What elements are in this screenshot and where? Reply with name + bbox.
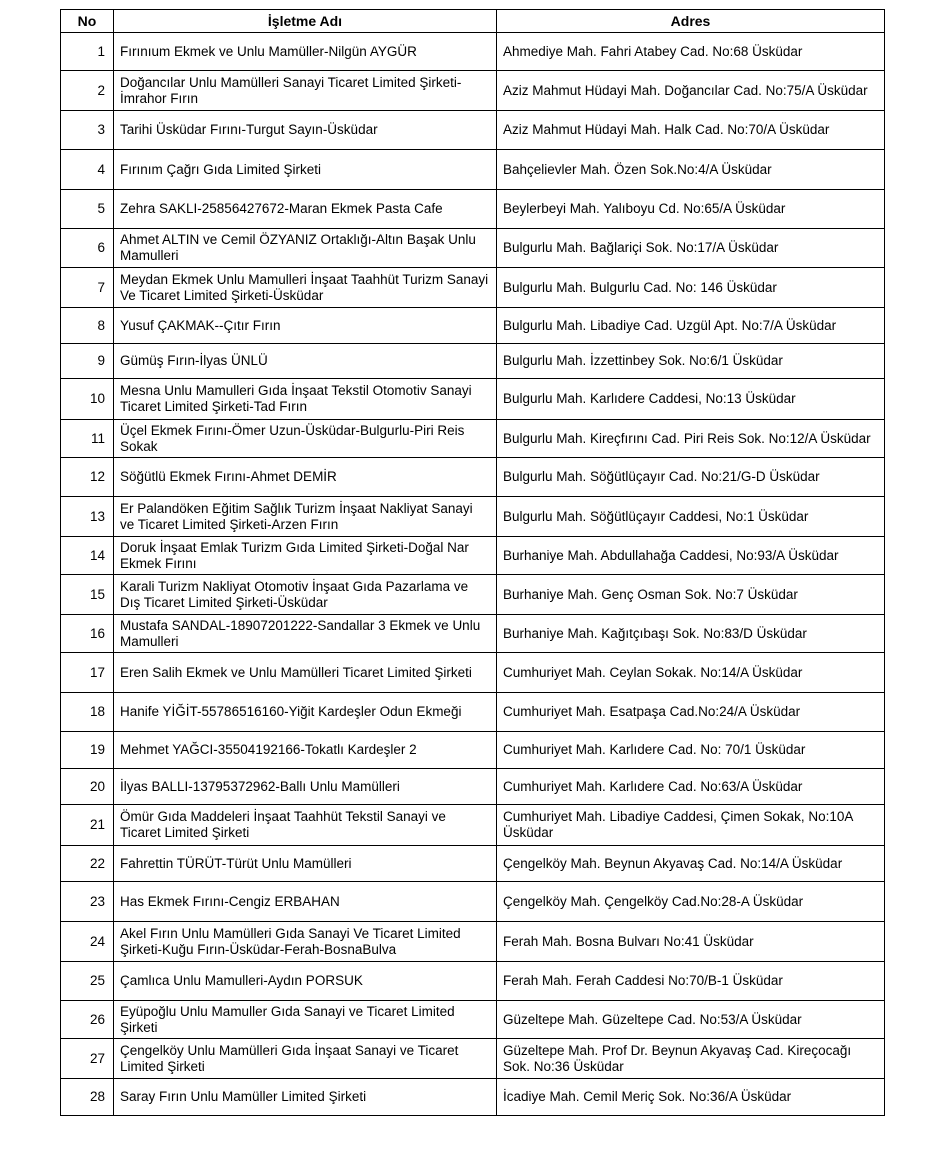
- business-name: Ömür Gıda Maddeleri İnşaat Taahhüt Tekstil Sanayi ve Ticaret Limited Şirketi: [114, 805, 497, 846]
- business-address: Beylerbeyi Mah. Yalıboyu Cd. No:65/A Üsküdar: [497, 190, 885, 229]
- table-row: [61, 33, 885, 71]
- business-name: Er Palandöken Eğitim Sağlık Turizm İnşaat Nakliyat Sanayi ve Ticaret Limited Şirketi-Arzen Fırın: [114, 497, 497, 537]
- business-name: Gümüş Fırın-İlyas ÜNLÜ: [114, 344, 497, 379]
- table-row: [61, 308, 885, 344]
- business-name: Tarihi Üsküdar Fırını-Turgut Sayın-Üsküdar: [114, 111, 497, 150]
- table-row: [61, 693, 885, 732]
- business-address: Çengelköy Mah. Çengelköy Cad.No:28-A Üsküdar: [497, 882, 885, 922]
- row-number: 13: [61, 497, 114, 537]
- business-name: Eyüpoğlu Unlu Mamuller Gıda Sanayi ve Ticaret Limited Şirketi: [114, 1001, 497, 1039]
- business-address: İcadiye Mah. Cemil Meriç Sok. No:36/A Üsküdar: [497, 1079, 885, 1116]
- business-name: Çamlıca Unlu Mamulleri-Aydın PORSUK: [114, 962, 497, 1001]
- business-name: Fahrettin TÜRÜT-Türüt Unlu Mamülleri: [114, 846, 497, 882]
- business-name: Mehmet YAĞCI-35504192166-Tokatlı Kardeşler 2: [114, 732, 497, 769]
- table-row: [61, 458, 885, 497]
- table-row: [61, 420, 885, 458]
- business-name: Söğütlü Ekmek Fırını-Ahmet DEMİR: [114, 458, 497, 497]
- business-name: Ahmet ALTIN ve Cemil ÖZYANIZ Ortaklığı-Altın Başak Unlu Mamulleri: [114, 229, 497, 268]
- row-number: 11: [61, 420, 114, 458]
- header-no: No: [61, 10, 114, 33]
- table-row: [61, 229, 885, 268]
- business-name: İlyas BALLI-13795372962-Ballı Unlu Mamülleri: [114, 769, 497, 805]
- business-address: Burhaniye Mah. Abdullahağa Caddesi, No:93/A Üsküdar: [497, 537, 885, 575]
- table-row: [61, 379, 885, 420]
- row-number: 28: [61, 1079, 114, 1116]
- business-address: Bulgurlu Mah. Bağlariçi Sok. No:17/A Üsküdar: [497, 229, 885, 268]
- table-row: [61, 344, 885, 379]
- business-address: Bulgurlu Mah. Libadiye Cad. Uzgül Apt. No:7/A Üsküdar: [497, 308, 885, 344]
- business-address: Çengelköy Mah. Beynun Akyavaş Cad. No:14/A Üsküdar: [497, 846, 885, 882]
- business-address: Cumhuriyet Mah. Ceylan Sokak. No:14/A Üsküdar: [497, 653, 885, 693]
- business-address: Bulgurlu Mah. Söğütlüçayır Caddesi, No:1 Üsküdar: [497, 497, 885, 537]
- table-row: [61, 615, 885, 653]
- business-address: Cumhuriyet Mah. Karlıdere Cad. No:63/A Üsküdar: [497, 769, 885, 805]
- row-number: 24: [61, 922, 114, 962]
- table-body: [61, 33, 885, 1116]
- row-number: 9: [61, 344, 114, 379]
- row-number: 23: [61, 882, 114, 922]
- table-row: [61, 805, 885, 846]
- business-name: Zehra SAKLI-25856427672-Maran Ekmek Pasta Cafe: [114, 190, 497, 229]
- header-address: Adres: [497, 10, 885, 33]
- row-number: 26: [61, 1001, 114, 1039]
- table-row: [61, 653, 885, 693]
- table-row: [61, 111, 885, 150]
- business-address: Bulgurlu Mah. Bulgurlu Cad. No: 146 Üsküdar: [497, 268, 885, 308]
- business-address: Burhaniye Mah. Kağıtçıbaşı Sok. No:83/D Üsküdar: [497, 615, 885, 653]
- row-number: 25: [61, 962, 114, 1001]
- table-row: [61, 732, 885, 769]
- row-number: 12: [61, 458, 114, 497]
- business-name: Üçel Ekmek Fırını-Ömer Uzun-Üsküdar-Bulgurlu-Piri Reis Sokak: [114, 420, 497, 458]
- business-name: Çengelköy Unlu Mamülleri Gıda İnşaat Sanayi ve Ticaret Limited Şirketi: [114, 1039, 497, 1079]
- business-address: Bulgurlu Mah. İzzettinbey Sok. No:6/1 Üsküdar: [497, 344, 885, 379]
- business-address: Ahmediye Mah. Fahri Atabey Cad. No:68 Üsküdar: [497, 33, 885, 71]
- business-address: Cumhuriyet Mah. Esatpaşa Cad.No:24/A Üsküdar: [497, 693, 885, 732]
- row-number: 15: [61, 575, 114, 615]
- table-row: [61, 922, 885, 962]
- row-number: 10: [61, 379, 114, 420]
- table-row: [61, 769, 885, 805]
- row-number: 8: [61, 308, 114, 344]
- row-number: 27: [61, 1039, 114, 1079]
- table-row: [61, 71, 885, 111]
- business-name: Mustafa SANDAL-18907201222-Sandallar 3 Ekmek ve Unlu Mamulleri: [114, 615, 497, 653]
- table-row: [61, 268, 885, 308]
- business-name: Meydan Ekmek Unlu Mamulleri İnşaat Taahhüt Turizm Sanayi Ve Ticaret Limited Şirketi-Üsküdar: [114, 268, 497, 308]
- business-address: Ferah Mah. Bosna Bulvarı No:41 Üsküdar: [497, 922, 885, 962]
- row-number: 3: [61, 111, 114, 150]
- table-row: [61, 537, 885, 575]
- row-number: 7: [61, 268, 114, 308]
- row-number: 16: [61, 615, 114, 653]
- business-name: Doruk İnşaat Emlak Turizm Gıda Limited Şirketi-Doğal Nar Ekmek Fırını: [114, 537, 497, 575]
- business-name: Doğancılar Unlu Mamülleri Sanayi Ticaret Limited Şirketi-İmrahor Fırın: [114, 71, 497, 111]
- table-row: [61, 1079, 885, 1116]
- business-address: Ferah Mah. Ferah Caddesi No:70/B-1 Üsküdar: [497, 962, 885, 1001]
- business-name: Mesna Unlu Mamulleri Gıda İnşaat Tekstil Otomotiv Sanayi Ticaret Limited Şirketi-Tad Fırın: [114, 379, 497, 420]
- business-name: Fırınıum Ekmek ve Unlu Mamüller-Nilgün AYGÜR: [114, 33, 497, 71]
- row-number: 5: [61, 190, 114, 229]
- business-address: Güzeltepe Mah. Güzeltepe Cad. No:53/A Üsküdar: [497, 1001, 885, 1039]
- business-name: Karali Turizm Nakliyat Otomotiv İnşaat Gıda Pazarlama ve Dış Ticaret Limited Şirketi-Üsküdar: [114, 575, 497, 615]
- business-name: Has Ekmek Fırını-Cengiz ERBAHAN: [114, 882, 497, 922]
- business-address: Aziz Mahmut Hüdayi Mah. Doğancılar Cad. No:75/A Üsküdar: [497, 71, 885, 111]
- business-name: Eren Salih Ekmek ve Unlu Mamülleri Ticaret Limited Şirketi: [114, 653, 497, 693]
- row-number: 4: [61, 150, 114, 190]
- row-number: 21: [61, 805, 114, 846]
- business-address: Cumhuriyet Mah. Karlıdere Cad. No: 70/1 Üsküdar: [497, 732, 885, 769]
- row-number: 2: [61, 71, 114, 111]
- business-address: Burhaniye Mah. Genç Osman Sok. No:7 Üsküdar: [497, 575, 885, 615]
- header-business-name: İşletme Adı: [114, 10, 497, 33]
- business-name: Saray Fırın Unlu Mamüller Limited Şirketi: [114, 1079, 497, 1116]
- row-number: 18: [61, 693, 114, 732]
- row-number: 17: [61, 653, 114, 693]
- table-header-row: [61, 10, 885, 33]
- row-number: 14: [61, 537, 114, 575]
- table-row: [61, 497, 885, 537]
- table-row: [61, 846, 885, 882]
- business-name: Akel Fırın Unlu Mamülleri Gıda Sanayi Ve Ticaret Limited Şirketi-Kuğu Fırın-Üsküdar-Ferah-BosnaBulva: [114, 922, 497, 962]
- business-name: Fırınım Çağrı Gıda Limited Şirketi: [114, 150, 497, 190]
- table-row: [61, 190, 885, 229]
- business-address: Bulgurlu Mah. Kireçfırını Cad. Piri Reis Sok. No:12/A Üsküdar: [497, 420, 885, 458]
- row-number: 19: [61, 732, 114, 769]
- table-row: [61, 150, 885, 190]
- row-number: 1: [61, 33, 114, 71]
- table-row: [61, 1001, 885, 1039]
- business-address: Bahçelievler Mah. Özen Sok.No:4/A Üsküdar: [497, 150, 885, 190]
- row-number: 6: [61, 229, 114, 268]
- business-address: Güzeltepe Mah. Prof Dr. Beynun Akyavaş Cad. Kireçocağı Sok. No:36 Üsküdar: [497, 1039, 885, 1079]
- table-row: [61, 1039, 885, 1079]
- table-row: [61, 575, 885, 615]
- business-table: [60, 9, 885, 1116]
- row-number: 20: [61, 769, 114, 805]
- table-row: [61, 962, 885, 1001]
- business-name: Yusuf ÇAKMAK--Çıtır Fırın: [114, 308, 497, 344]
- business-address: Bulgurlu Mah. Söğütlüçayır Cad. No:21/G-D Üsküdar: [497, 458, 885, 497]
- business-address: Cumhuriyet Mah. Libadiye Caddesi, Çimen Sokak, No:10A Üsküdar: [497, 805, 885, 846]
- row-number: 22: [61, 846, 114, 882]
- business-address: Aziz Mahmut Hüdayi Mah. Halk Cad. No:70/A Üsküdar: [497, 111, 885, 150]
- business-name: Hanife YİĞİT-55786516160-Yiğit Kardeşler Odun Ekmeği: [114, 693, 497, 732]
- business-address: Bulgurlu Mah. Karlıdere Caddesi, No:13 Üsküdar: [497, 379, 885, 420]
- table-row: [61, 882, 885, 922]
